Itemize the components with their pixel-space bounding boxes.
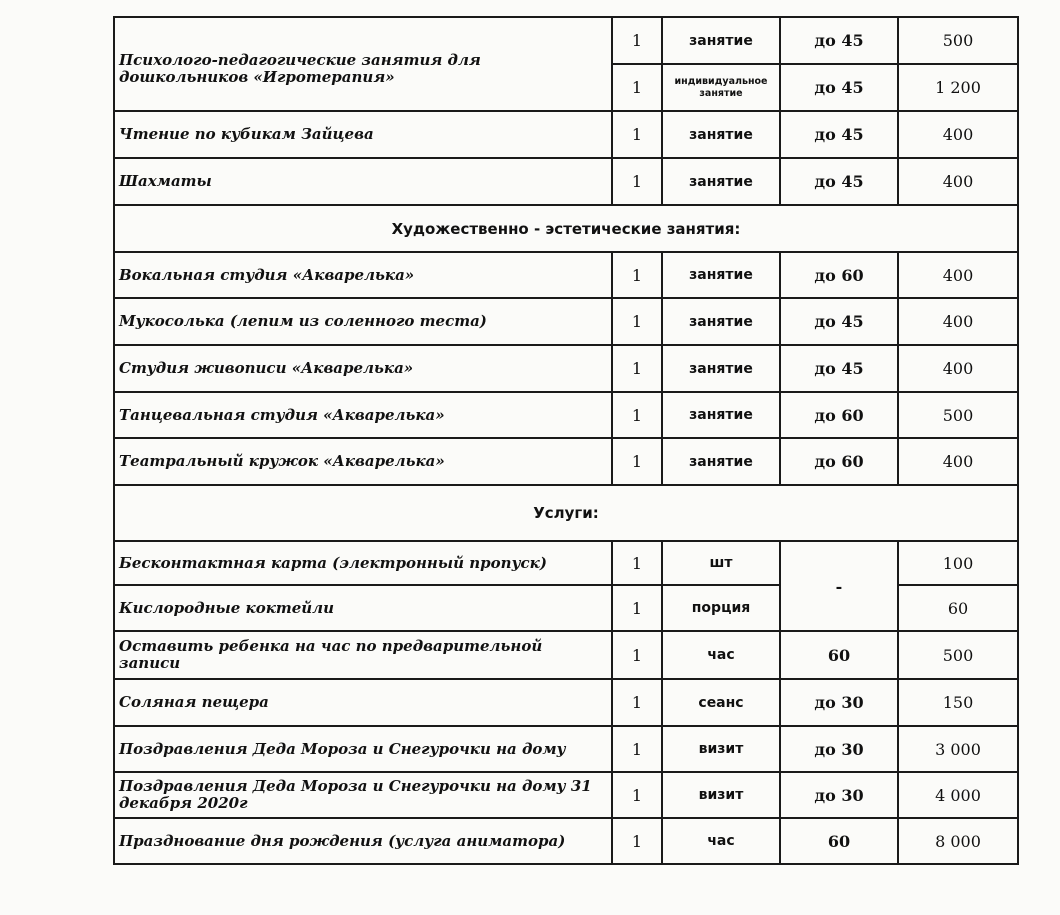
section-row	[114, 205, 1018, 252]
service-name: Шахматы	[114, 158, 612, 205]
price-cell: 60	[898, 585, 1018, 631]
qty-cell: 1	[612, 392, 662, 438]
unit-cell: занятие	[662, 438, 780, 485]
duration-cell: до 45	[780, 64, 898, 111]
price-cell: 500	[898, 17, 1018, 64]
qty-cell: 1	[612, 772, 662, 818]
qty-cell: 1	[612, 158, 662, 205]
price-cell: 4 000	[898, 772, 1018, 818]
unit-cell: шт	[662, 541, 780, 585]
qty-cell: 1	[612, 585, 662, 631]
qty-cell: 1	[612, 298, 662, 345]
price-cell: 400	[898, 111, 1018, 158]
qty-cell: 1	[612, 252, 662, 298]
price-cell: 100	[898, 541, 1018, 585]
unit-cell: занятие	[662, 252, 780, 298]
duration-cell: до 45	[780, 158, 898, 205]
service-name: Поздравления Деда Мороза и Снегурочки на дому	[114, 726, 612, 772]
service-name: Поздравления Деда Мороза и Снегурочки на дому 31 декабря 2020г	[114, 772, 612, 818]
table-row	[114, 541, 1018, 585]
duration-cell: до 45	[780, 111, 898, 158]
price-table	[113, 16, 1019, 865]
duration-cell: до 60	[780, 392, 898, 438]
duration-cell: 60	[780, 818, 898, 864]
table-row	[114, 726, 1018, 772]
service-name: Соляная пещера	[114, 679, 612, 726]
service-name: Бесконтактная карта (электронный пропуск)	[114, 541, 612, 585]
price-cell: 400	[898, 158, 1018, 205]
duration-cell: до 60	[780, 438, 898, 485]
price-cell: 8 000	[898, 818, 1018, 864]
section-heading-services: Услуги:	[114, 485, 1018, 541]
service-name: Психолого-педагогические занятия для дошкольников «Игротерапия»	[114, 17, 612, 111]
table-row	[114, 772, 1018, 818]
qty-cell: 1	[612, 631, 662, 679]
service-name: Театральный кружок «Акварелька»	[114, 438, 612, 485]
price-cell: 500	[898, 392, 1018, 438]
qty-cell: 1	[612, 17, 662, 64]
qty-cell: 1	[612, 818, 662, 864]
unit-cell: занятие	[662, 17, 780, 64]
unit-cell: час	[662, 631, 780, 679]
unit-cell: сеанс	[662, 679, 780, 726]
unit-cell: занятие	[662, 111, 780, 158]
price-cell: 1 200	[898, 64, 1018, 111]
price-cell: 3 000	[898, 726, 1018, 772]
qty-cell: 1	[612, 726, 662, 772]
section-row	[114, 485, 1018, 541]
unit-cell: занятие	[662, 392, 780, 438]
duration-cell: до 30	[780, 679, 898, 726]
service-name: Оставить ребенка на час по предварительной записи	[114, 631, 612, 679]
duration-cell: до 30	[780, 726, 898, 772]
service-name: Празднование дня рождения (услуга аниматора)	[114, 818, 612, 864]
unit-cell: занятие	[662, 345, 780, 392]
service-name: Мукосолька (лепим из соленного теста)	[114, 298, 612, 345]
unit-cell: порция	[662, 585, 780, 631]
price-cell: 400	[898, 345, 1018, 392]
qty-cell: 1	[612, 64, 662, 111]
qty-cell: 1	[612, 345, 662, 392]
table-row	[114, 818, 1018, 864]
section-heading-art: Художественно - эстетические занятия:	[114, 205, 1018, 252]
duration-cell: до 30	[780, 772, 898, 818]
table-row	[114, 298, 1018, 345]
table-row	[114, 252, 1018, 298]
qty-cell: 1	[612, 541, 662, 585]
price-cell: 500	[898, 631, 1018, 679]
table-row	[114, 438, 1018, 485]
service-name: Чтение по кубикам Зайцева	[114, 111, 612, 158]
unit-cell: визит	[662, 726, 780, 772]
qty-cell: 1	[612, 679, 662, 726]
duration-cell: 60	[780, 631, 898, 679]
duration-cell: до 45	[780, 345, 898, 392]
table-row	[114, 631, 1018, 679]
price-cell: 400	[898, 252, 1018, 298]
duration-cell: до 60	[780, 252, 898, 298]
table-row	[114, 679, 1018, 726]
service-name: Вокальная студия «Акварелька»	[114, 252, 612, 298]
service-name: Танцевальная студия «Акварелька»	[114, 392, 612, 438]
qty-cell: 1	[612, 111, 662, 158]
unit-cell: индивидуальное занятие	[662, 64, 780, 111]
unit-cell: час	[662, 818, 780, 864]
unit-cell: занятие	[662, 298, 780, 345]
service-name: Студия живописи «Акварелька»	[114, 345, 612, 392]
price-cell: 150	[898, 679, 1018, 726]
duration-cell: до 45	[780, 298, 898, 345]
price-cell: 400	[898, 298, 1018, 345]
price-cell: 400	[898, 438, 1018, 485]
qty-cell: 1	[612, 438, 662, 485]
table-row	[114, 345, 1018, 392]
unit-cell: занятие	[662, 158, 780, 205]
table-row	[114, 111, 1018, 158]
duration-cell: до 45	[780, 17, 898, 64]
table-row	[114, 17, 1018, 64]
unit-cell: визит	[662, 772, 780, 818]
table-row	[114, 392, 1018, 438]
service-name: Кислородные коктейли	[114, 585, 612, 631]
duration-cell: -	[780, 541, 898, 631]
table-row	[114, 158, 1018, 205]
